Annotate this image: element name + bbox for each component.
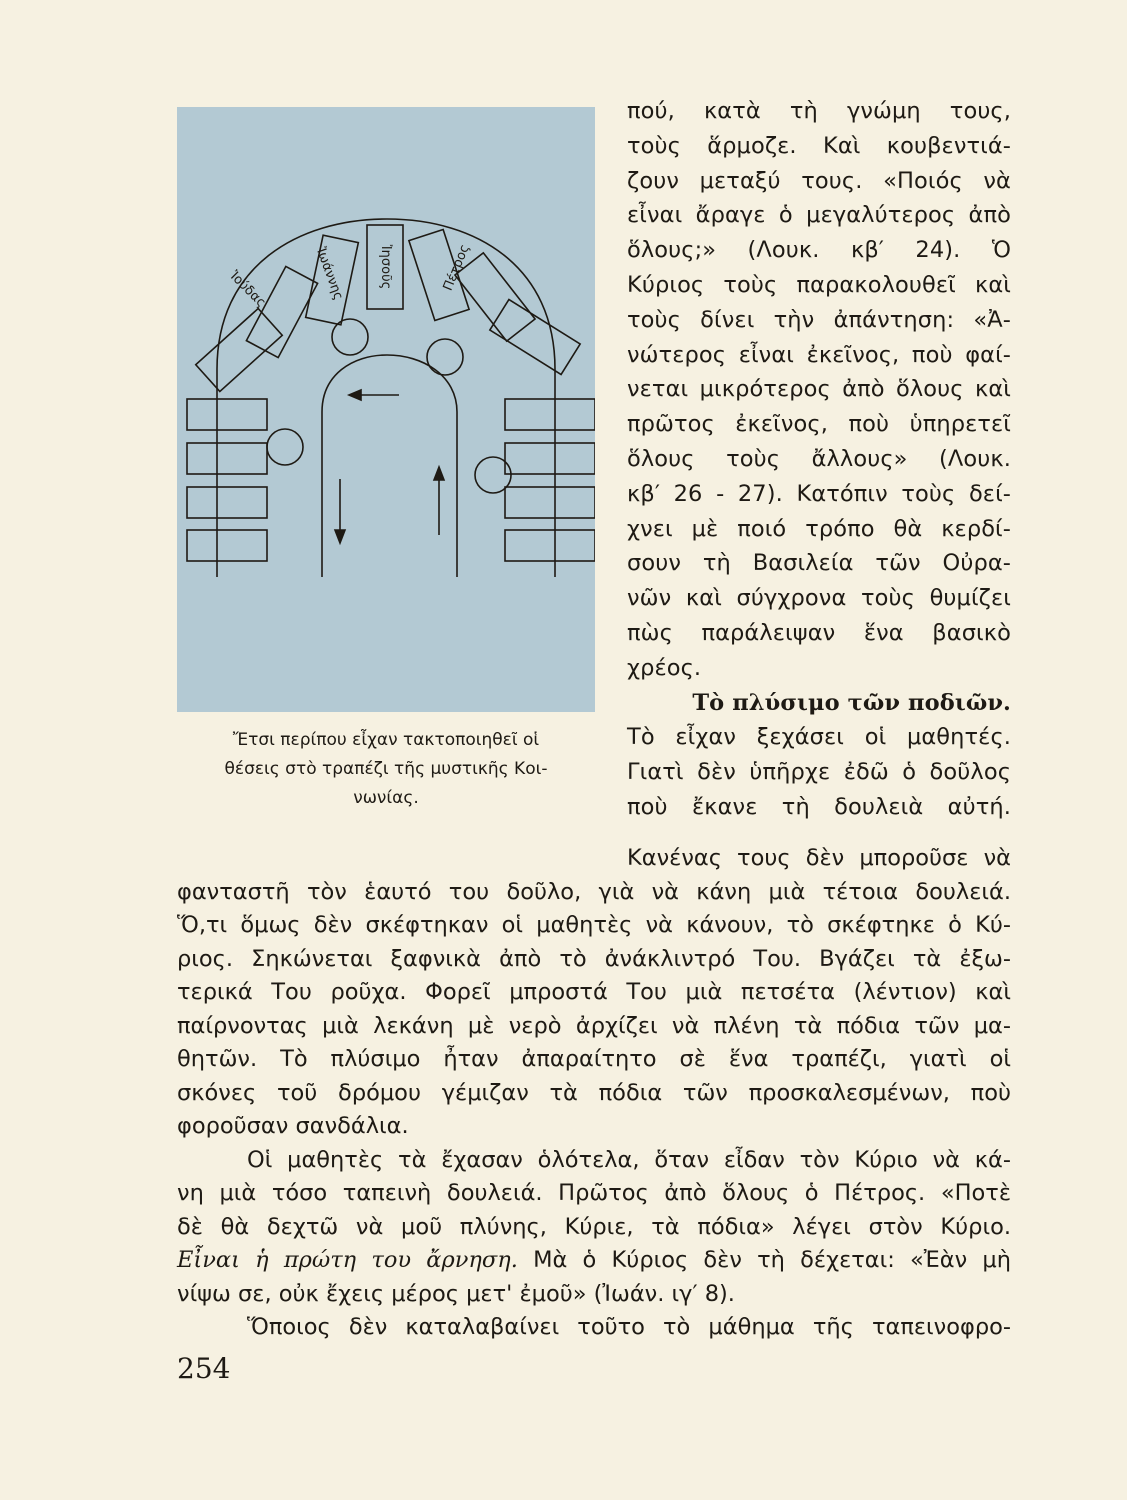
text-line: τερικά Του ροῦχα. Φορεῖ μπροστά Του μιὰ πετσέτα (λέντιον) καὶ xyxy=(177,979,1011,1005)
text-line: θητῶν. Τὸ πλύσιμο ἦταν ἀπαραίτητο σὲ ἕνα τραπέζι, γιατὶ οἱ xyxy=(177,1046,1011,1072)
text-line: Κανένας τους δὲν μποροῦσε νὰ xyxy=(627,845,1011,871)
serving-arrow-left-head xyxy=(349,390,361,400)
seat-right-2 xyxy=(505,443,595,474)
text-line xyxy=(177,1244,1011,1278)
full-width-text xyxy=(177,842,1011,1345)
seat-left-3 xyxy=(187,487,267,518)
text-line: παίρνοντας μιὰ λεκάνη μὲ νερὸ ἀρχίζει νὰ πλένη τὰ πόδια τῶν μα- xyxy=(177,1012,1011,1039)
text-line: ποὺ ἔκανε τὴ δουλειὰ αὐτή. xyxy=(627,793,1011,820)
text-line: ὅλους;» (Λουκ. κβ′ 24). Ὁ xyxy=(627,237,1011,264)
seat-right-3 xyxy=(505,487,595,518)
text-line: ὅλους τοὺς ἄλλους» (Λουκ. xyxy=(627,445,1011,472)
dish-circle-3 xyxy=(267,429,303,465)
seat-label-judas: Ἰούδας xyxy=(226,268,269,311)
seating-diagram xyxy=(177,107,595,712)
text-line: πρῶτος ἐκεῖνος, ποὺ ὑπηρετεῖ xyxy=(627,411,1011,438)
text-line: φανταστῆ τὸν ἑαυτό του δοῦλο, γιὰ νὰ κάνη μιὰ τέτοια δουλειά. xyxy=(177,878,1011,905)
serving-arrow-down-head xyxy=(335,530,345,543)
seat-left-4 xyxy=(187,530,267,561)
serving-arrow-up-head xyxy=(434,467,444,480)
text-line: πὼς παράλειψαν ἕνα βασικὸ xyxy=(627,619,1011,646)
caption-line: Ἔτσι περίπου εἶχαν τακτοποιηθεῖ οἱ xyxy=(232,730,540,750)
emphasis-italic: Εἶναι ἡ πρώτη του ἄρνηση. xyxy=(177,1247,518,1273)
text-line: φοροῦσαν σανδάλια. xyxy=(177,1113,409,1139)
text-line: Ὅ,τι ὅμως δὲν σκέφτηκαν οἱ μαθητὲς νὰ κάνουν, τὸ σκέφτηκε ὁ Κύ- xyxy=(177,912,1011,938)
seating-diagram-drawing xyxy=(177,107,595,712)
text-line: σκόνες τοῦ δρόμου γέμιζαν τὰ πόδια τῶν προσκαλεσμένων, ποὺ xyxy=(177,1079,1011,1106)
table-inner-edge xyxy=(322,355,457,577)
text-line: ριος. Σηκώνεται ξαφνικὰ ἀπὸ τὸ ἀνάκλιντρό Του. Βγάζει τὰ ἐξω- xyxy=(177,945,1011,972)
text-line: χνει μὲ ποιό τρόπο θὰ κερδί- xyxy=(627,515,1011,542)
caption-line: νωνίας. xyxy=(353,788,419,808)
text-line: τοὺς ἅρμοζε. Καὶ κουβεντιά- xyxy=(627,132,1011,159)
seat-label-peter: Πέτρος xyxy=(440,242,473,293)
section-heading: Τὸ πλύσιμο τῶν ποδιῶν. xyxy=(692,689,1011,716)
text-line: πού, κατὰ τὴ γνώμη τους, xyxy=(627,98,1011,124)
page-number: 254 xyxy=(177,1352,231,1385)
caption-line: θέσεις στὸ τραπέζι τῆς μυστικῆς Κοι- xyxy=(224,759,548,779)
text-line: Οἱ μαθητὲς τὰ ἔχασαν ὁλότελα, ὅταν εἶδαν τὸν Κύριο νὰ κά- xyxy=(247,1146,1011,1173)
dish-circle-2 xyxy=(427,339,463,375)
seat-label-jesus: Ἰησοῦς xyxy=(378,244,393,290)
text-line: Ὅποιος δὲν καταλαβαίνει τοῦτο τὸ μάθημα τῆς ταπεινοφρο- xyxy=(247,1314,1011,1340)
text-line: Κύριος τοὺς παρακολουθεῖ καὶ xyxy=(627,271,1011,298)
seat-left-1 xyxy=(187,399,267,430)
text-line: Τὸ εἶχαν ξεχάσει οἱ μαθητές. xyxy=(627,724,1011,751)
text-line: σουν τὴ Βασιλεία τῶν Οὐρα- xyxy=(627,550,1011,577)
right-column-text xyxy=(627,94,1011,825)
seat-arc-1 xyxy=(196,309,283,392)
text-line: χρέος. xyxy=(627,654,702,681)
seat-label-john: Ἰωάννης xyxy=(312,245,346,303)
text-segment: Μὰ ὁ Κύριος δὲν τὴ δέχεται: «Ἐὰν μὴ xyxy=(517,1247,1011,1273)
text-line: νῶν καὶ σύγχρονα τοὺς θυμίζει xyxy=(627,585,1011,612)
text-line: νίψω σε, οὐκ ἔχεις μέρος μετ' ἐμοῦ» (Ἰωάν. ιγ′ 8). xyxy=(177,1280,735,1307)
text-line: νώτερος εἶναι ἐκεῖνος, ποὺ φαί- xyxy=(627,341,1011,368)
seat-right-1 xyxy=(505,399,595,430)
dish-circle-4 xyxy=(475,457,511,493)
text-line: τοὺς δίνει τὴν ἀπάντηση: «Ἀ- xyxy=(627,306,1011,333)
text-line: κβ′ 26 - 27). Κατόπιν τοὺς δεί- xyxy=(627,480,1011,507)
seat-left-2 xyxy=(187,443,267,474)
dish-circle-1 xyxy=(332,319,368,355)
text-line: δὲ θὰ δεχτῶ νὰ μοῦ πλύνης, Κύριε, τὰ πόδια» λέγει στὸν Κύριο. xyxy=(177,1213,1011,1240)
text-line: ζουν μεταξύ τους. «Ποιός νὰ xyxy=(627,167,1011,194)
text-line: νεται μικρότερος ἀπὸ ὅλους καὶ xyxy=(627,376,1011,403)
figure-caption xyxy=(177,726,595,813)
seat-right-4 xyxy=(505,530,595,561)
text-line: Γιατὶ δὲν ὑπῆρχε ἐδῶ ὁ δοῦλος xyxy=(627,759,1011,786)
text-line: νη μιὰ τόσο ταπεινὴ δουλειά. Πρῶτος ἀπὸ ὅλους ὁ Πέτρος. «Ποτὲ xyxy=(177,1180,1011,1206)
text-line: εἶναι ἄραγε ὁ μεγαλύτερος ἀπὸ xyxy=(627,202,1011,229)
seat-arc-6 xyxy=(455,253,535,341)
